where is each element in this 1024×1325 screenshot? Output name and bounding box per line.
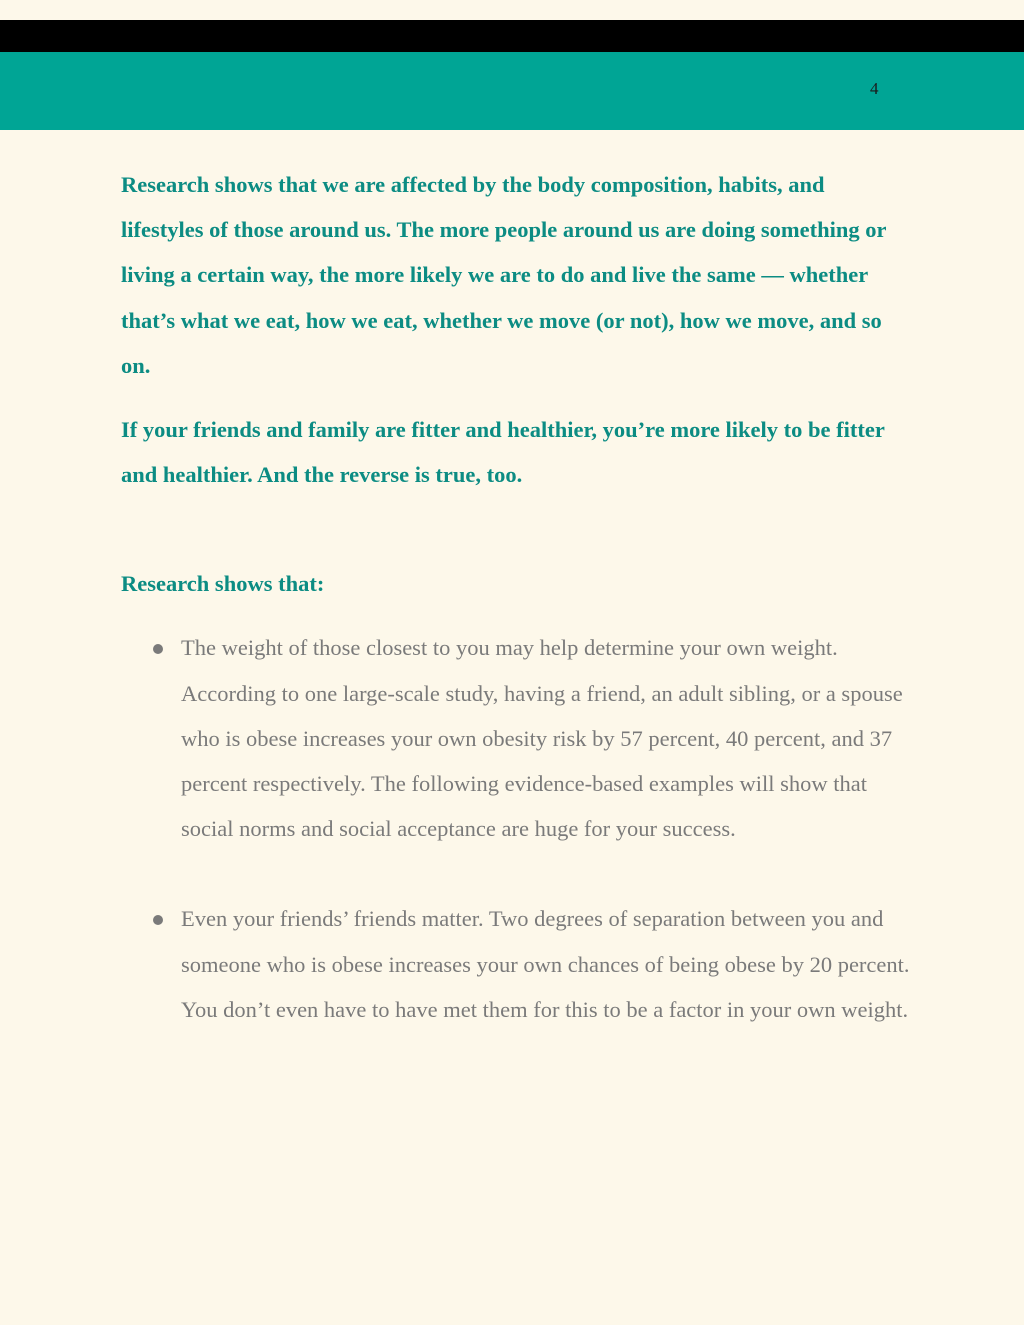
intro-paragraph-1: Research shows that we are affected by the body composition, habits, and lifestyles of those around us. The more people around us are doing something or living a certain way, the more likely we are to do and live the same — whether that’s what we eat, how we eat, whether we move (or not), how we move, and so on. [121, 172, 887, 378]
page-content [121, 162, 911, 1032]
research-bullet-list [121, 625, 911, 1032]
bullet-dot-icon [153, 644, 163, 654]
bullet-dot-icon [153, 915, 163, 925]
page-number: 4 [870, 79, 879, 98]
bullet-item-friends-friends [121, 896, 911, 1032]
intro-paragraph-2: If your friends and family are fitter and healthier, you’re more likely to be fitter and healthier. And the reverse is true, too. [121, 417, 885, 488]
bullet-text: The weight of those closest to you may help determine your own weight. According to one large-scale study, having a friend, an adult sibling, or a spouse who is obese increases your own obesity risk by 57 percent, 40 percent, and 37 percent respectively. The following evidence-based examples will show that social norms and social acceptance are huge for your success. [181, 635, 903, 842]
research-heading: Research shows that: [121, 571, 325, 597]
bullet-item-weight-of-closest [121, 625, 911, 851]
top-black-bar [0, 20, 1024, 52]
bullet-text: Even your friends’ friends matter. Two degrees of separation between you and someone who is obese increases your own chances of being obese by 20 percent. You don’t even have to have met them for this to be a factor in your own weight. [181, 906, 910, 1022]
